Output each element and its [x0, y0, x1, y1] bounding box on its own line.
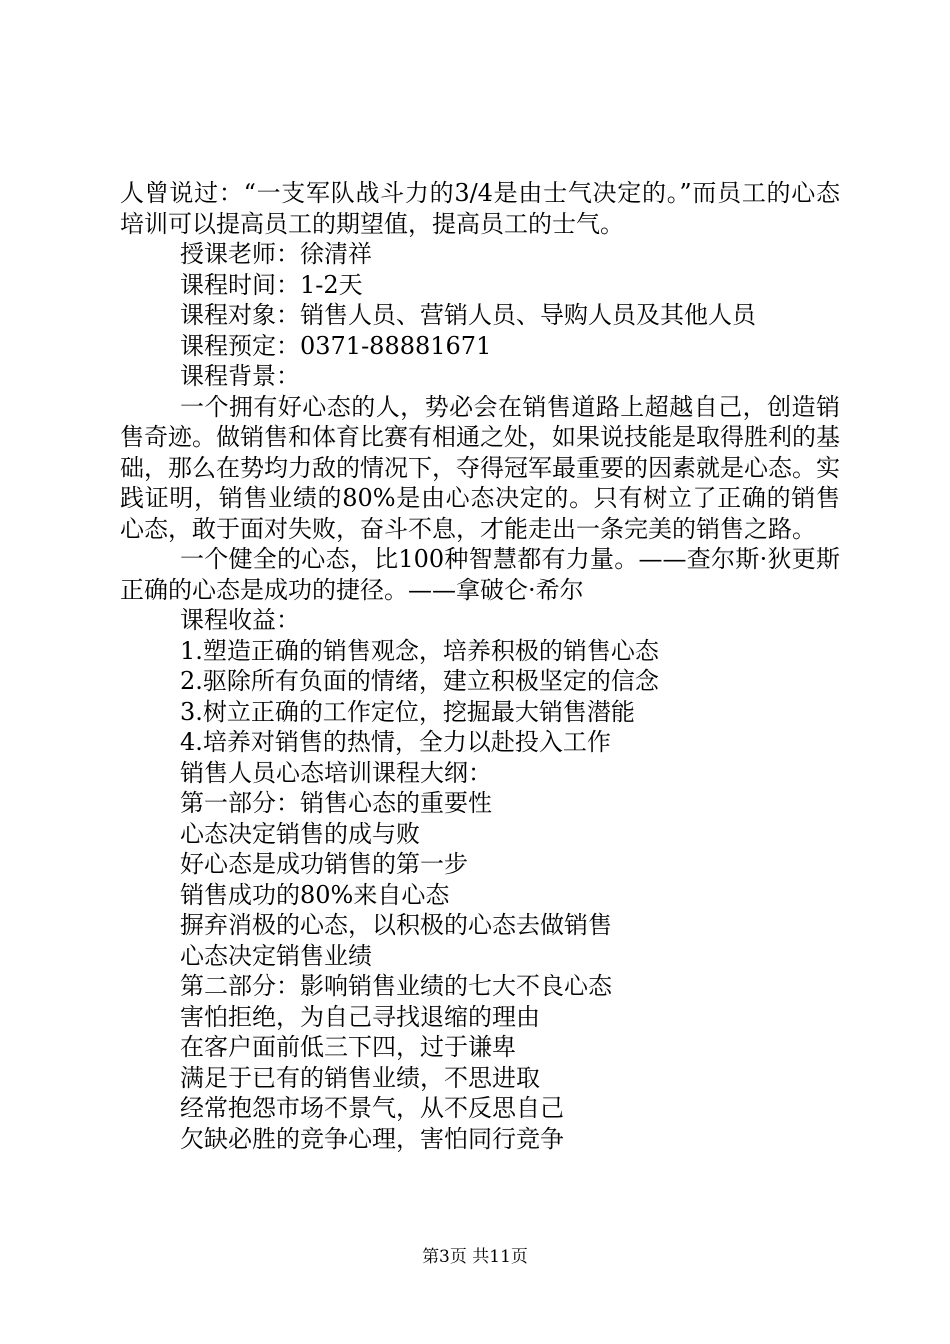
outline-item: 害怕拒绝，为自己寻找退缩的理由	[180, 1002, 540, 1031]
paragraph-intro-continued: 人曾说过：“一支军队战斗力的3/4是由士气决定的。”而员工的心态培训可以提高员工的期望值，提高员工的士气。	[120, 179, 840, 238]
benefit-item: 2.驱除所有负面的情绪，建立积极坚定的信念	[180, 667, 659, 695]
document-body	[120, 178, 840, 1154]
benefit-item: 1.塑造正确的销售观念，培养积极的销售心态	[180, 636, 659, 665]
course-booking-line: 课程预定：0371-88881671	[180, 331, 492, 360]
instructor-line: 授课老师：徐清祥	[180, 240, 372, 268]
outline-item: 心态决定销售业绩	[180, 941, 372, 970]
outline-item: 在客户面前低三下四，过于谦卑	[180, 1033, 516, 1061]
outline-item: 心态决定销售的成与败	[180, 819, 420, 848]
course-background-paragraph: 一个拥有好心态的人，势必会在销售道路上超越自己，创造销售奇迹。做销售和体育比赛有相通之处，如果说技能是取得胜利的基础，那么在势均力敌的情况下，夺得冠军最重要的因素就是心态。实践证明，销售业绩的80%是由心态决定的。只有树立了正确的销售心态，敢于面对失败，奋斗不息，才能走出一条完美的销售之路。	[120, 392, 840, 543]
course-benefits-heading: 课程收益：	[180, 606, 300, 634]
outline-part-heading: 第二部分：影响销售业绩的七大不良心态	[180, 972, 612, 1000]
outline-item: 好心态是成功销售的第一步	[180, 850, 468, 878]
course-background-heading: 课程背景：	[180, 362, 300, 390]
outline-part-heading: 第一部分：销售心态的重要性	[180, 789, 492, 817]
outline-heading: 销售人员心态培训课程大纲：	[180, 758, 492, 787]
outline-item: 销售成功的80%来自心态	[180, 880, 450, 909]
page-number-footer: 第3页 共11页	[422, 1247, 528, 1267]
outline-item: 满足于已有的销售业绩，不思进取	[180, 1063, 540, 1092]
outline-item: 欠缺必胜的竞争心理，害怕同行竞争	[180, 1124, 564, 1153]
course-duration-line: 课程时间：1-2天	[180, 270, 363, 299]
benefit-item: 3.树立正确的工作定位，挖掘最大销售潜能	[180, 697, 635, 726]
outline-item: 经常抱怨市场不景气，从不反思自己	[180, 1094, 564, 1122]
benefit-item: 4.培养对销售的热情，全力以赴投入工作	[180, 728, 611, 756]
quote-paragraph: 一个健全的心态，比100种智慧都有力量。——查尔斯·狄更斯正确的心态是成功的捷径。——拿破仑·希尔	[120, 545, 840, 604]
outline-item: 摒弃消极的心态，以积极的心态去做销售	[180, 911, 612, 939]
course-audience-line: 课程对象：销售人员、营销人员、导购人员及其他人员	[180, 301, 756, 329]
